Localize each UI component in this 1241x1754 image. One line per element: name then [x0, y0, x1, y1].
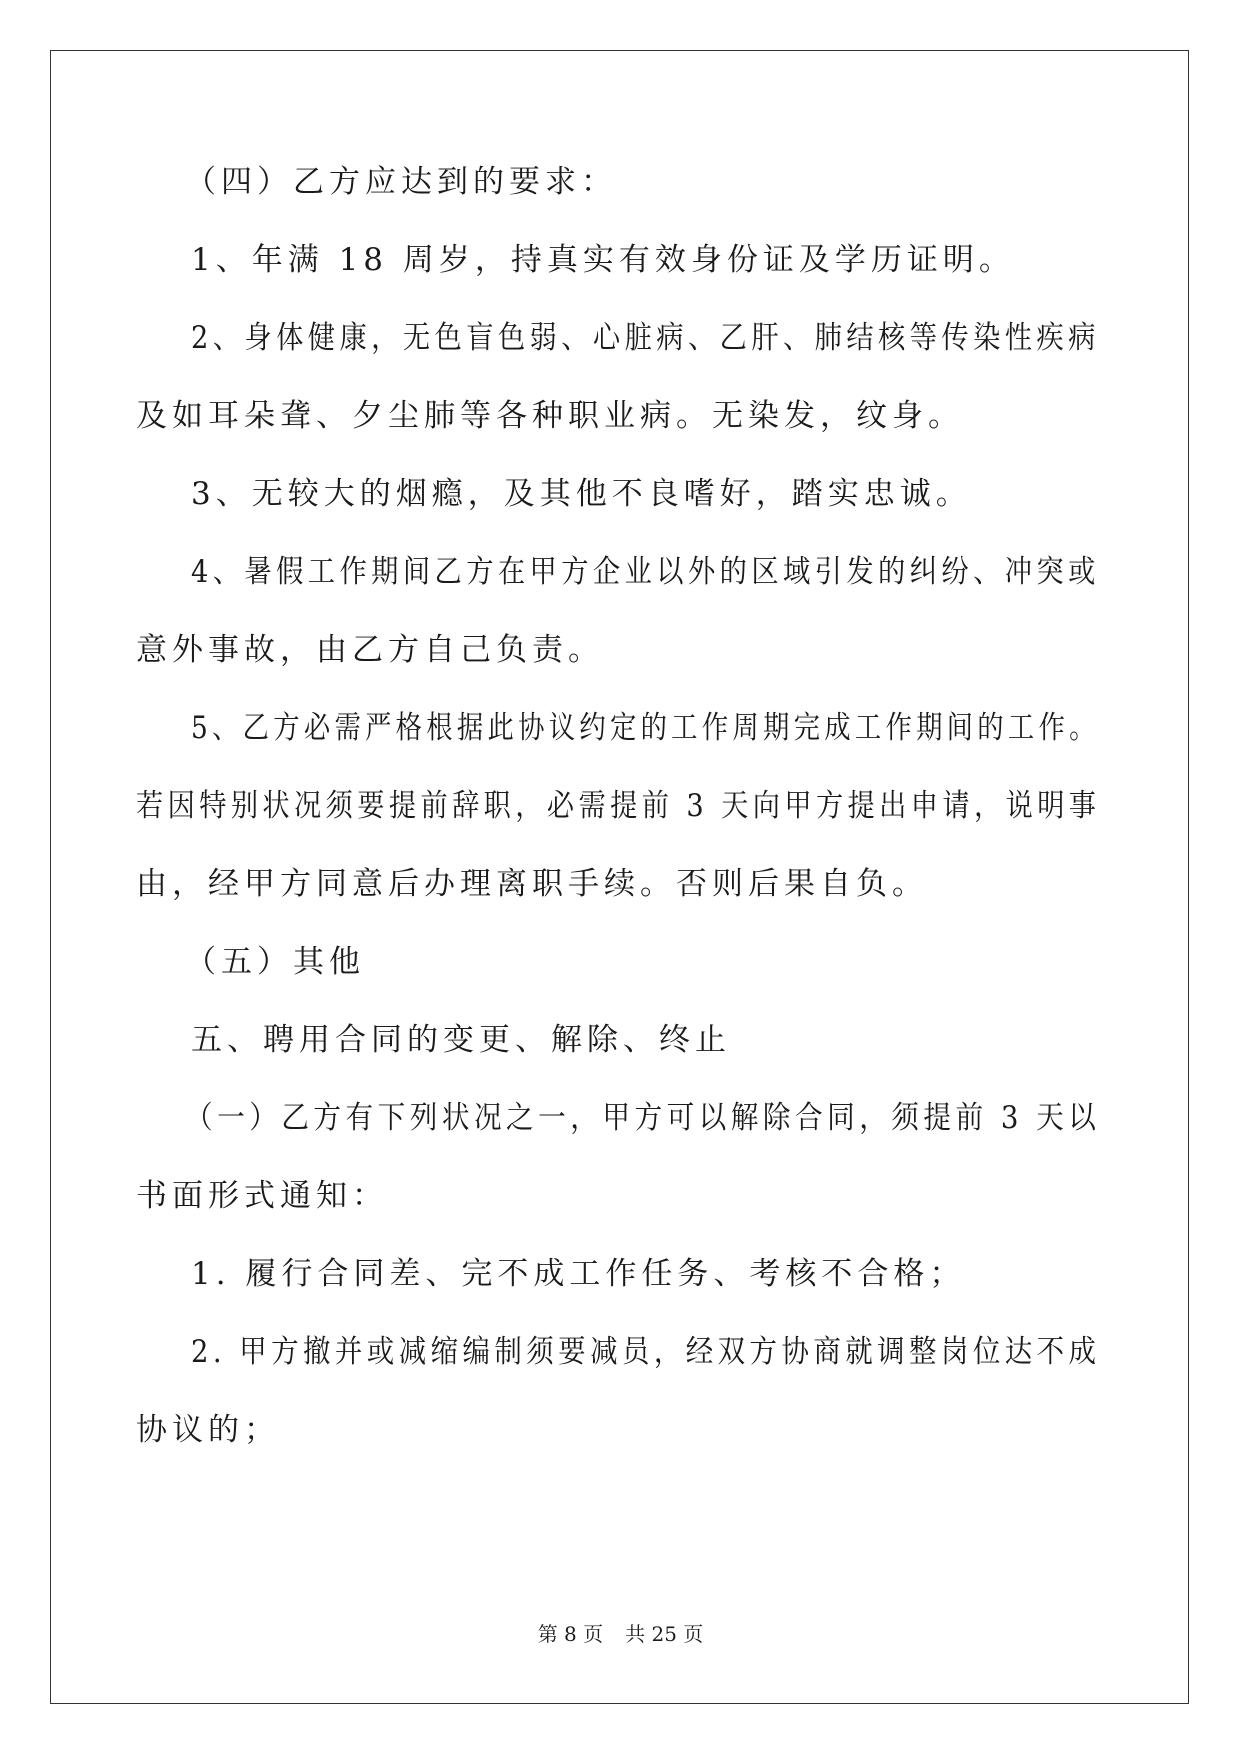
requirement-item-5-cont-2: 由，经甲方同意后办理离职手续。否则后果自负。	[136, 866, 928, 902]
clause-1-item-2-cont: 协议的；	[136, 1412, 280, 1448]
page-number: 第 8 页	[537, 1622, 604, 1646]
page-footer	[0, 1622, 1241, 1646]
requirement-item-1: 1、年满 18 周岁，持真实有效身份证及学历证明。	[191, 242, 1015, 278]
requirement-item-5: 5、乙方必需严格根据此协议约定的工作周期完成工作期间的工作。	[191, 710, 1100, 746]
requirement-item-2-cont: 及如耳朵聋、夕尘肺等各种职业病。无染发，纹身。	[136, 398, 964, 434]
clause-1: （一）乙方有下列状况之一，甲方可以解除合同，须提前 3 天以	[185, 1100, 1101, 1136]
chapter-heading-5: 五、聘用合同的变更、解除、终止	[191, 1022, 731, 1058]
section-heading-4: （四）乙方应达到的要求：	[185, 164, 617, 200]
clause-1-cont: 书面形式通知：	[136, 1178, 388, 1214]
requirement-item-5-cont-1: 若因特别状况须要提前辞职，必需提前 3 天向甲方提出申请，说明事	[136, 788, 1101, 824]
clause-1-item-1: 1. 履行合同差、完不成工作任务、考核不合格；	[191, 1256, 966, 1292]
requirement-item-4: 4、暑假工作期间乙方在甲方企业以外的区域引发的纠纷、冲突或	[191, 554, 1100, 590]
requirement-item-2: 2、身体健康，无色盲色弱、心脏病、乙肝、肺结核等传染性疾病	[191, 320, 1100, 356]
section-heading-5: （五）其他	[185, 944, 365, 980]
requirement-item-3: 3、无较大的烟瘾，及其他不良嗜好，踏实忠诚。	[191, 476, 972, 512]
requirement-item-4-cont: 意外事故，由乙方自己负责。	[136, 632, 604, 668]
page-total: 共 25 页	[625, 1622, 704, 1646]
clause-1-item-2: 2. 甲方撤并或减缩编制须要减员，经双方协商就调整岗位达不成	[191, 1334, 1101, 1370]
